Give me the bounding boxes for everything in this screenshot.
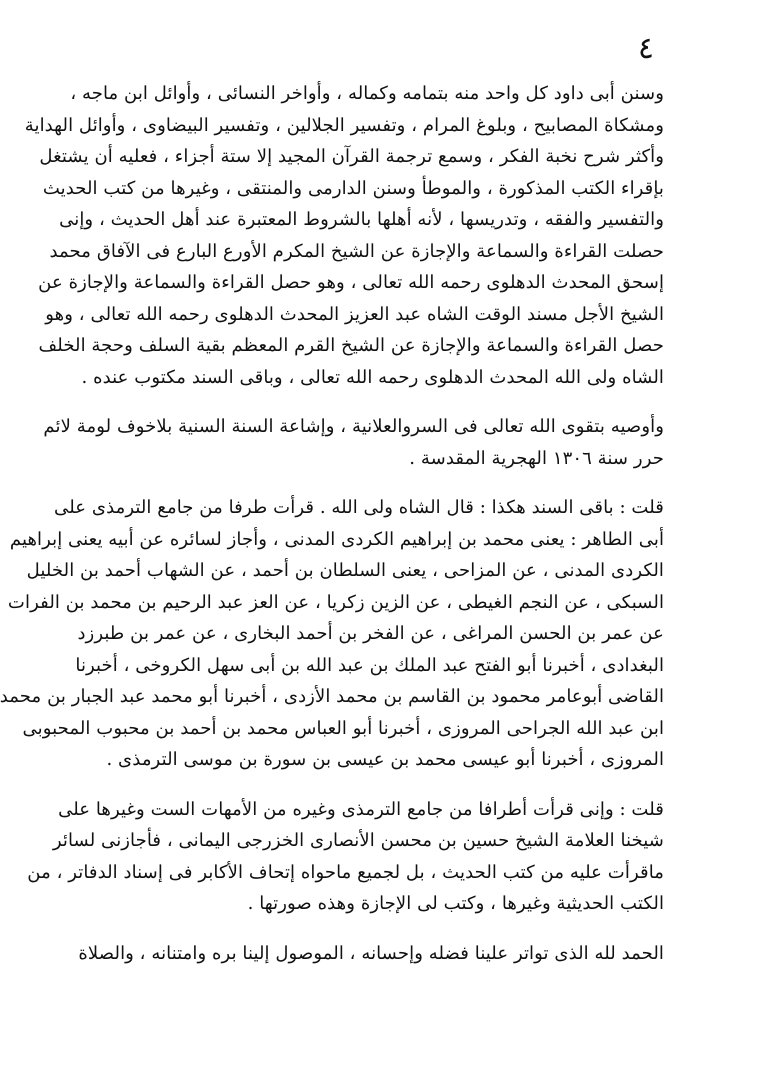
text-line: الكتب الحديثية وغيرها ، وكتب لى الإجازة وهذه صورتها . (247, 893, 664, 914)
text-line: عن عمر بن الحسن المراغى ، عن الفخر بن أحمد البخارى ، عن عمر بن طبرزد (77, 623, 664, 644)
text-line: أبى الطاهر : يعنى محمد بن إبراهيم الكردى المدنى ، وأجاز لسائره عن أبيه يعنى إبراهيم (9, 528, 664, 550)
text-line: وأكثر شرح نخبة الفكر ، وسمع ترجمة القرآن المجيد إلا ستة أجزاء ، فعليه أن يشتغل (39, 146, 664, 167)
text-line: ومشكاة المصابيح ، وبلوغ المرام ، وتفسير الجلالين ، وتفسير البيضاوى ، وأوائل الهداية (24, 114, 664, 136)
text-line: الكردى المدنى ، عن المزاحى ، يعنى السلطان بن أحمد ، عن الشهاب أحمد بن الخليل (26, 560, 664, 581)
text-line: وأوصيه بتقوى الله تعالى فى السروالعلانية ، وإشاعة السنة السنية بلاخوف لومة لائم (43, 416, 664, 437)
text-line: ابن عبد الله الجراحى المروزى ، أخبرنا أبو العباس محمد بن أحمد بن محبوب المحبوبى (22, 717, 664, 739)
text-line: شيخنا العلامة الشيخ حسين بن محسن الأنصارى الخزرجى اليمانى ، فأجازنى لسائر (52, 830, 664, 851)
paragraph (43, 411, 664, 474)
text-line: السبكى ، عن النجم الغيطى ، عن الزين زكريا ، عن العز عبد الرحيم بن محمد بن الفرات (7, 591, 664, 613)
paragraph (0, 492, 664, 776)
text-line: ماقرأت عليه من كتب الحديث ، بل لجميع ماحواه إتحاف الأكابر فى إسناد الدفاتر ، من (27, 861, 664, 883)
text-line: القاضى أبوعامر محمود بن القاسم بن محمد الأزدى ، أخبرنا أبو محمد عبد الجبار بن محمد (0, 686, 664, 707)
text-line: الحمد لله الذى تواتر علينا فضله وإحسانه ، الموصول إلينا بره وامتنانه ، والصلاة (78, 942, 664, 964)
text-line: قلت : باقى السند هكذا : قال الشاه ولى الله . قرأت طرفا من جامع الترمذى على (54, 497, 664, 518)
text-line: حرر سنة ١٣٠٦ الهجرية المقدسة . (409, 447, 664, 469)
text-line: حصلت القراءة والسماعة والإجازة عن الشيخ المكرم الأورع البارع فى الآفاق محمد (49, 240, 664, 262)
page-number: ٤ (637, 31, 654, 66)
text-line: البغدادى ، أخبرنا أبو الفتح عبد الملك بن عبد الله بن أبى سهل الكروخى ، أخبرنا (75, 654, 664, 676)
text-line: وسنن أبى داود كل واحد منه بتمامه وكماله ، وأواخر النسائى ، وأوائل ابن ماجه ، (70, 83, 664, 104)
text-line: المروزى ، أخبرنا أبو عيسى محمد بن عيسى بن سورة بن موسى الترمذى . (106, 749, 664, 770)
text-line: الشيخ الأجل مسند الوقت الشاه عبد العزيز المحدث الدهلوى رحمه الله تعالى ، وهو (45, 303, 664, 325)
text-line: بإقراء الكتب المذكورة ، والموطأ وسنن الدارمى والمنتقى ، وغيرها من كتب الحديث (42, 177, 664, 199)
text-line: قلت : وإنى قرأت أطرافا من جامع الترمذى وغيره من الأمهات الست وغيرها على (58, 798, 664, 820)
text-line: إسحق المحدث الدهلوى رحمه الله تعالى ، وهو حصل القراءة والسماعة والإجازة عن (38, 272, 664, 293)
text-line: والتفسير والفقه ، وتدريسها ، لأنه أهلها بالشروط المعتبرة عند أهل الحديث ، وإنى (59, 209, 664, 230)
text-line: الشاه ولى الله المحدث الدهلوى رحمه الله تعالى ، وباقى السند مكتوب عنده . (81, 366, 664, 388)
paragraph (78, 938, 664, 970)
body-text (0, 78, 664, 987)
paragraph (27, 794, 664, 920)
paragraph (24, 78, 664, 393)
text-line: حصل القراءة والسماعة والإجازة عن الشيخ القرم المعظم بقية السلف وحجة الخلف (38, 335, 664, 356)
